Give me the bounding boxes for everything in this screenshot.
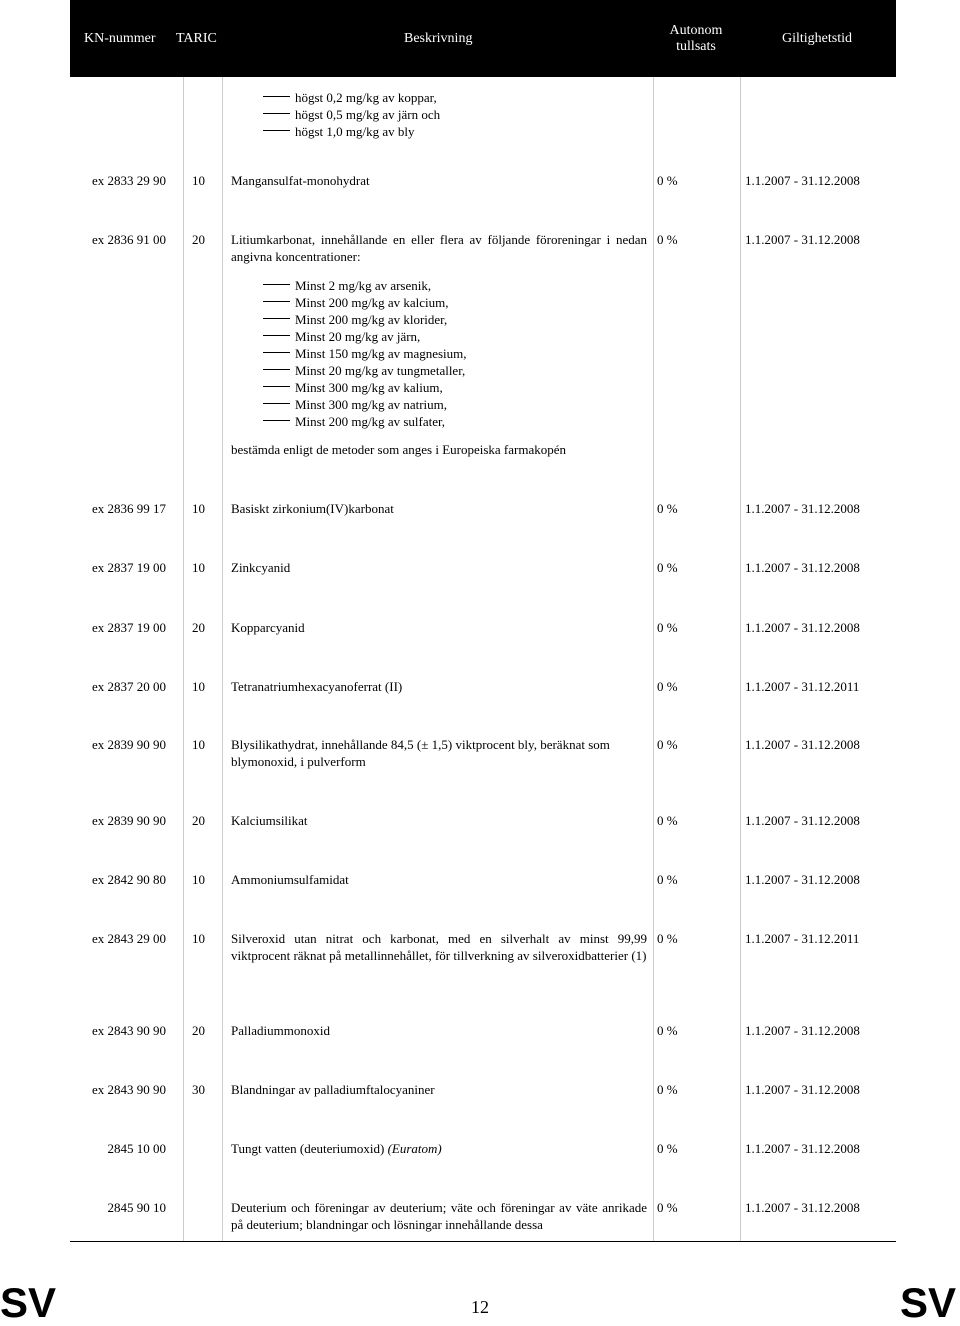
- description: [231, 1140, 647, 1157]
- description: Palladiummonoxid: [231, 1023, 330, 1038]
- taric-code: 10: [192, 679, 205, 694]
- duty-rate: 0 %: [657, 620, 678, 635]
- header-rate-line1: Autonom: [669, 22, 723, 38]
- header-kn: KN-nummer: [84, 30, 156, 46]
- duty-rate: 0 %: [657, 501, 678, 516]
- column-divider: [653, 77, 654, 1241]
- duty-rate: 0 %: [657, 1200, 678, 1215]
- page-number: 12: [471, 1297, 489, 1317]
- description: Basiskt zirkonium(IV)karbonat: [231, 501, 394, 516]
- header-rate-line2: tullsats: [676, 38, 716, 54]
- kn-number: ex 2843 90 90: [91, 1023, 166, 1038]
- validity-period: 1.1.2007 - 31.12.2008: [745, 1082, 860, 1097]
- euratom-note: (Euratom): [387, 1141, 442, 1156]
- taric-code: 10: [192, 737, 205, 752]
- taric-code: 10: [192, 173, 205, 188]
- header-description: Beskrivning: [404, 30, 473, 46]
- kn-number: 2845 10 00: [107, 1141, 166, 1156]
- taric-code: 10: [192, 931, 205, 946]
- description: Ammoniumsulfamidat: [231, 872, 349, 887]
- taric-code: 20: [192, 813, 205, 828]
- kn-number: ex 2843 29 00: [91, 931, 166, 946]
- taric-code: 20: [192, 620, 205, 635]
- list-item: Minst 20 mg/kg av tungmetaller,: [295, 363, 466, 378]
- list-dash: [263, 301, 290, 302]
- kn-number: ex 2839 90 90: [91, 737, 166, 752]
- kn-number: ex 2836 91 00: [91, 232, 166, 247]
- list-dash: [263, 113, 290, 114]
- taric-code: 10: [192, 501, 205, 516]
- kn-number: ex 2843 90 90: [91, 1082, 166, 1097]
- description: Zinkcyanid: [231, 560, 291, 575]
- list-item: Minst 200 mg/kg av sulfater,: [295, 414, 446, 429]
- duty-rate: 0 %: [657, 173, 678, 188]
- duty-rate: 0 %: [657, 813, 678, 828]
- column-divider: [222, 77, 223, 1241]
- duty-rate: 0 %: [657, 1082, 678, 1097]
- kn-number: ex 2837 19 00: [91, 620, 166, 635]
- validity-period: 1.1.2007 - 31.12.2008: [745, 813, 860, 828]
- taric-code: 10: [192, 872, 205, 887]
- taric-code: 20: [192, 1023, 205, 1038]
- list-dash: [263, 96, 290, 97]
- description: Deuterium och föreningar av deuterium; väte och föreningar av väte anrikade på deuterium; blandningar och lösningar innehållande dessa: [231, 1200, 647, 1232]
- language-code-left: SV: [0, 1279, 57, 1326]
- list-item: Minst 300 mg/kg av kalium,: [295, 380, 443, 395]
- duty-rate: 0 %: [657, 931, 678, 946]
- validity-period: 1.1.2007 - 31.12.2011: [745, 679, 860, 694]
- duty-rate: 0 %: [657, 232, 678, 247]
- column-divider: [183, 77, 184, 1241]
- duty-rate: 0 %: [657, 872, 678, 887]
- kn-number: ex 2833 29 90: [91, 173, 166, 188]
- header-rate: [656, 0, 736, 77]
- validity-period: 1.1.2007 - 31.12.2008: [745, 1141, 860, 1156]
- validity-period: 1.1.2007 - 31.12.2008: [745, 1200, 860, 1215]
- list-item: Minst 300 mg/kg av natrium,: [295, 397, 448, 412]
- taric-code: 20: [192, 232, 205, 247]
- kn-number: ex 2837 19 00: [91, 560, 166, 575]
- duty-rate: 0 %: [657, 737, 678, 752]
- validity-period: 1.1.2007 - 31.12.2011: [745, 931, 860, 946]
- validity-period: 1.1.2007 - 31.12.2008: [745, 737, 860, 752]
- validity-period: 1.1.2007 - 31.12.2008: [745, 173, 860, 188]
- duty-rate: 0 %: [657, 560, 678, 575]
- language-code-right: SV: [900, 1279, 957, 1326]
- list-dash: [263, 403, 290, 404]
- description: Mangansulfat-monohydrat: [231, 173, 370, 188]
- list-dash: [263, 369, 290, 370]
- validity-period: 1.1.2007 - 31.12.2008: [745, 232, 860, 247]
- validity-period: 1.1.2007 - 31.12.2008: [745, 620, 860, 635]
- validity-period: 1.1.2007 - 31.12.2008: [745, 1023, 860, 1038]
- list-dash: [263, 352, 290, 353]
- list-item: Minst 200 mg/kg av kalcium,: [295, 295, 449, 310]
- taric-code: 30: [192, 1082, 205, 1097]
- table-header: [70, 0, 896, 77]
- description: Blandningar av palladiumftalocyaniner: [231, 1082, 435, 1097]
- kn-number: ex 2837 20 00: [91, 679, 166, 694]
- list-dash: [263, 284, 290, 285]
- validity-period: 1.1.2007 - 31.12.2008: [745, 872, 860, 887]
- description-footnote: bestämda enligt de metoder som anges i Europeiska farmakopén: [231, 442, 567, 457]
- kn-number: ex 2839 90 90: [91, 813, 166, 828]
- list-dash: [263, 130, 290, 131]
- description: Silveroxid utan nitrat och karbonat, med en silverhalt av minst 99,99 viktprocent räknat på metallinnehållet, för tillverkning av silveroxidbatterier (1): [231, 931, 647, 963]
- description: Kalciumsilikat: [231, 813, 308, 828]
- duty-rate: 0 %: [657, 1023, 678, 1038]
- list-dash: [263, 318, 290, 319]
- list-item: högst 0,2 mg/kg av koppar,: [295, 90, 437, 105]
- validity-period: 1.1.2007 - 31.12.2008: [745, 560, 860, 575]
- header-taric: TARIC: [176, 30, 217, 46]
- description: Blysilikathydrat, innehållande 84,5 (± 1,5) viktprocent bly, beräknat som blymonoxid, i pulverform: [231, 737, 610, 769]
- list-item: Minst 20 mg/kg av järn,: [295, 329, 421, 344]
- kn-number: ex 2842 90 80: [91, 872, 166, 887]
- list-item: högst 0,5 mg/kg av järn och: [295, 107, 441, 122]
- description-text: Tungt vatten (deuteriumoxid): [231, 1141, 385, 1156]
- duty-rate: 0 %: [657, 1141, 678, 1156]
- list-item: högst 1,0 mg/kg av bly: [295, 124, 415, 139]
- kn-number: 2845 90 10: [107, 1200, 166, 1215]
- description: Litiumkarbonat, innehållande en eller flera av följande föroreningar i nedan angivna koncentrationer:: [231, 232, 647, 264]
- header-validity: Giltighetstid: [782, 30, 852, 46]
- list-dash: [263, 420, 290, 421]
- column-divider: [740, 77, 741, 1241]
- validity-period: 1.1.2007 - 31.12.2008: [745, 501, 860, 516]
- description: Tetranatriumhexacyanoferrat (II): [231, 679, 403, 694]
- taric-code: 10: [192, 560, 205, 575]
- list-dash: [263, 386, 290, 387]
- kn-number: ex 2836 99 17: [91, 501, 166, 516]
- list-dash: [263, 335, 290, 336]
- list-item: Minst 200 mg/kg av klorider,: [295, 312, 448, 327]
- list-item: Minst 150 mg/kg av magnesium,: [295, 346, 467, 361]
- description: Kopparcyanid: [231, 620, 305, 635]
- table-bottom-rule: [70, 1241, 896, 1242]
- duty-rate: 0 %: [657, 679, 678, 694]
- list-item: Minst 2 mg/kg av arsenik,: [295, 278, 432, 293]
